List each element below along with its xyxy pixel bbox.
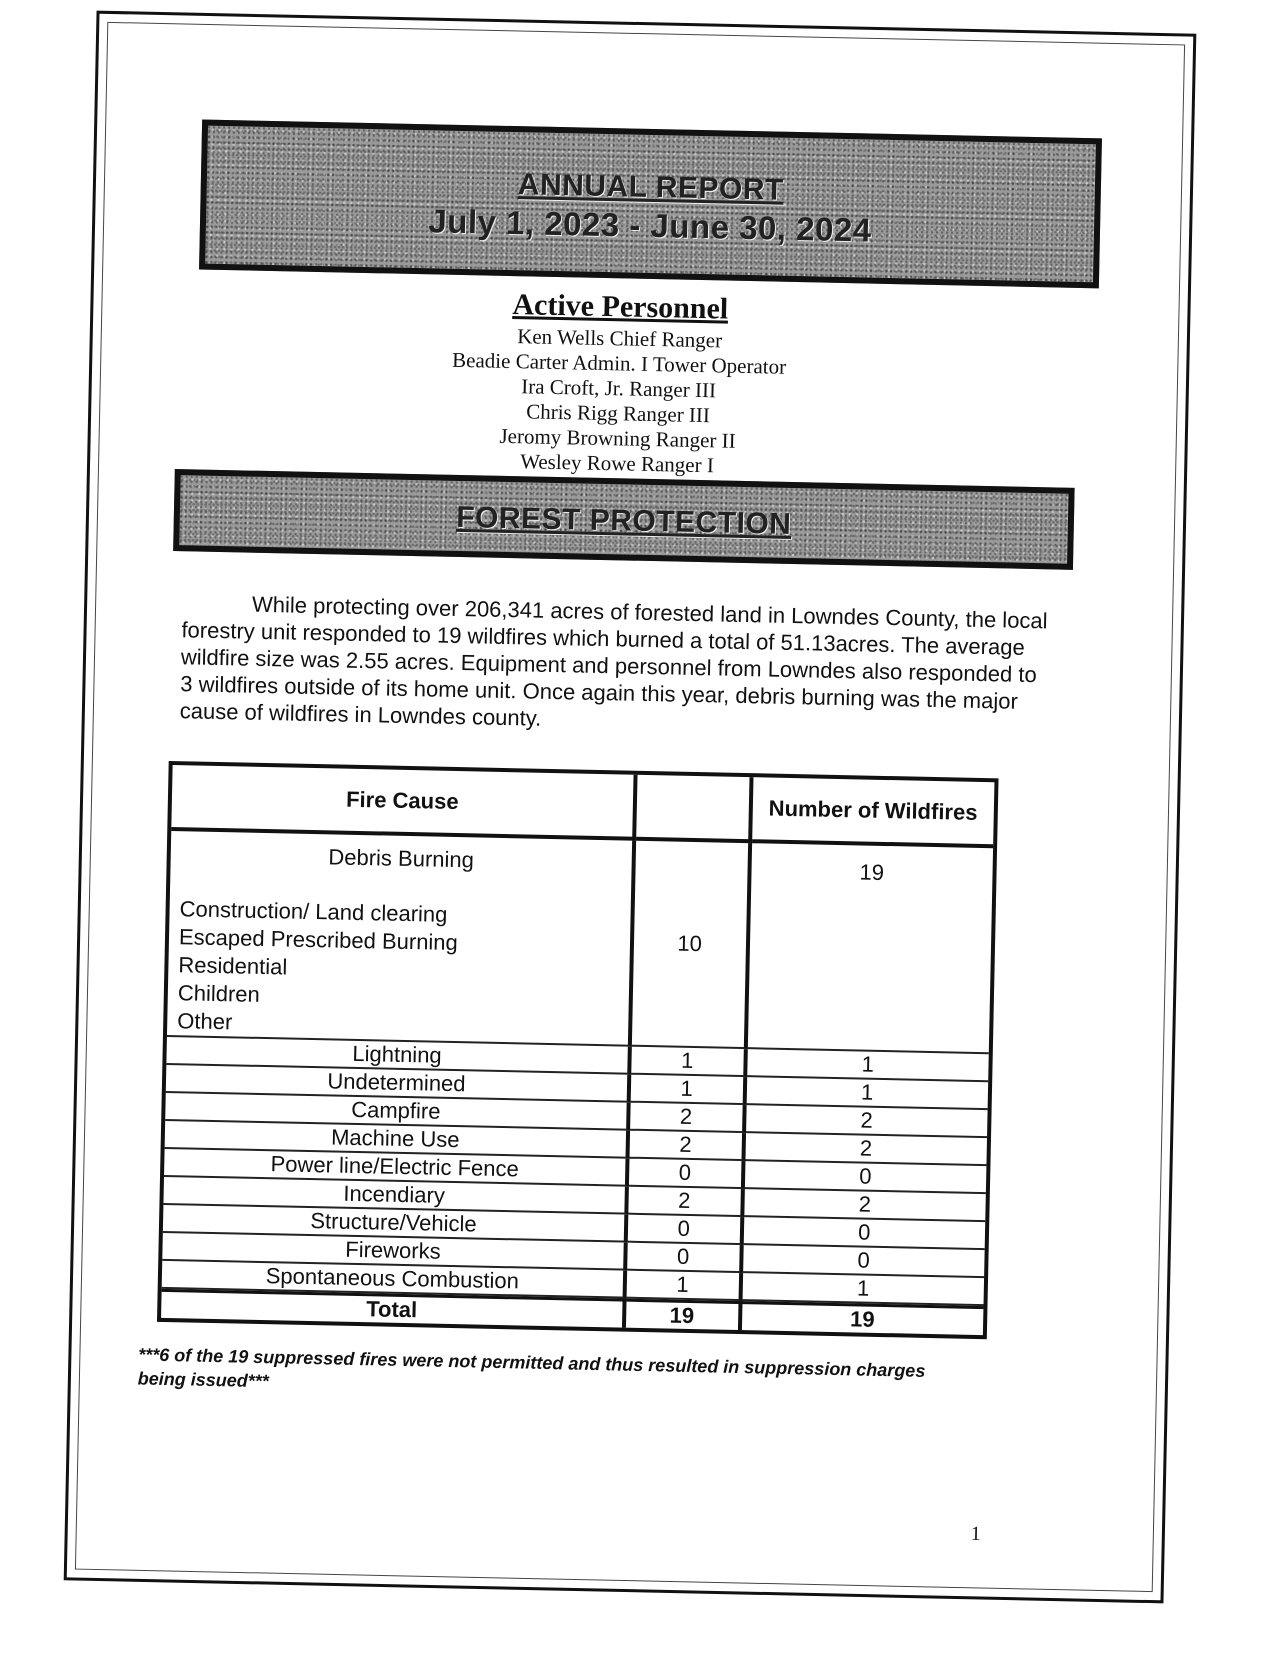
report-title-banner bbox=[199, 120, 1102, 289]
page-number: 1 bbox=[970, 1522, 981, 1546]
personnel-row: Wesley Rowe Ranger I bbox=[519, 449, 715, 478]
personnel-title: Active Personnel bbox=[512, 288, 729, 326]
group-causes-cell bbox=[167, 831, 636, 1047]
cause-cell: Power line/Electric Fence bbox=[164, 1149, 629, 1187]
personnel-row: Ken Wells Chief Ranger bbox=[516, 324, 723, 353]
cause-cell: Campfire bbox=[165, 1093, 630, 1131]
count-cell: 1 bbox=[742, 1273, 984, 1306]
group-cause-first: Debris Burning bbox=[328, 844, 475, 873]
table-row-group bbox=[167, 831, 993, 1054]
personnel-row: Jeromy Browning Ranger II bbox=[499, 423, 736, 453]
section-banner bbox=[173, 469, 1075, 570]
mid-cell: 2 bbox=[628, 1187, 744, 1217]
fire-cause-table-wrapper bbox=[157, 761, 1019, 1340]
fire-cause-table bbox=[157, 761, 999, 1339]
cause-cell: Fireworks bbox=[162, 1233, 627, 1271]
personnel-row: Beadie Carter Admin. I Tower Operator bbox=[451, 347, 787, 379]
mid-cell: 0 bbox=[629, 1159, 745, 1189]
total-count: 19 bbox=[741, 1301, 983, 1335]
personnel-row: Ira Croft, Jr. Ranger III bbox=[521, 374, 717, 403]
mid-cell: 1 bbox=[631, 1047, 747, 1077]
header-fire-cause: Fire Cause bbox=[171, 765, 637, 841]
group-cause: Construction/ Land clearing bbox=[179, 896, 448, 927]
mid-cell: 1 bbox=[626, 1271, 742, 1301]
header-number-of-wildfires: Number of Wildfires bbox=[752, 777, 995, 848]
group-cause: Children bbox=[177, 980, 261, 1007]
cause-cell: Lightning bbox=[166, 1037, 631, 1075]
count-cell: 1 bbox=[747, 1049, 989, 1082]
mid-cell: 2 bbox=[629, 1131, 745, 1161]
cause-cell: Machine Use bbox=[165, 1121, 630, 1159]
count-cell: 0 bbox=[743, 1217, 985, 1250]
total-label: Total bbox=[161, 1289, 626, 1328]
report-period: July 1, 2023 - June 30, 2024 bbox=[428, 202, 873, 249]
count-cell: 1 bbox=[746, 1077, 988, 1110]
header-middle bbox=[636, 775, 753, 843]
group-cause: Escaped Prescribed Burning bbox=[178, 924, 459, 956]
group-mid-value: 10 bbox=[632, 841, 752, 1049]
footnote: ***6 of the 19 suppressed fires were not permitted and thus resulted in suppression charges being issued*** bbox=[137, 1344, 926, 1392]
count-cell: 0 bbox=[743, 1245, 985, 1278]
group-cause: Other bbox=[177, 1008, 233, 1035]
personnel-row: Chris Rigg Ranger III bbox=[525, 399, 711, 428]
count-cell: 2 bbox=[745, 1133, 987, 1166]
report-title: ANNUAL REPORT bbox=[517, 168, 785, 207]
mid-cell: 0 bbox=[627, 1243, 743, 1273]
mid-cell: 1 bbox=[631, 1075, 747, 1105]
cause-cell: Spontaneous Combustion bbox=[162, 1261, 627, 1299]
count-cell: 2 bbox=[746, 1105, 988, 1138]
count-cell: 2 bbox=[744, 1189, 986, 1222]
count-cell: 0 bbox=[744, 1161, 986, 1194]
cause-cell: Structure/Vehicle bbox=[163, 1205, 628, 1243]
total-mid: 19 bbox=[626, 1299, 742, 1330]
active-personnel bbox=[367, 285, 871, 481]
cause-cell: Undetermined bbox=[166, 1065, 631, 1103]
summary-text: While protecting over 206,341 acres of forested land in Lowndes County, the local forestry unit responded to 19 wildfires which burned a total of 51.13acres. The average wildfire size was 2.55 acres. Equipment and personnel from Lowndes also responded to 3 wildfires outside of its home unit. Once again this year, debris burning was the major cause of wildfires in Lowndes county. bbox=[179, 591, 1048, 731]
group-cause: Residential bbox=[178, 952, 288, 980]
summary-paragraph bbox=[179, 589, 1052, 742]
cause-cell: Incendiary bbox=[163, 1177, 628, 1215]
mid-cell: 2 bbox=[630, 1103, 746, 1133]
group-count-value: 19 bbox=[747, 843, 993, 1054]
section-title: FOREST PROTECTION bbox=[455, 500, 792, 541]
mid-cell: 0 bbox=[628, 1215, 744, 1245]
